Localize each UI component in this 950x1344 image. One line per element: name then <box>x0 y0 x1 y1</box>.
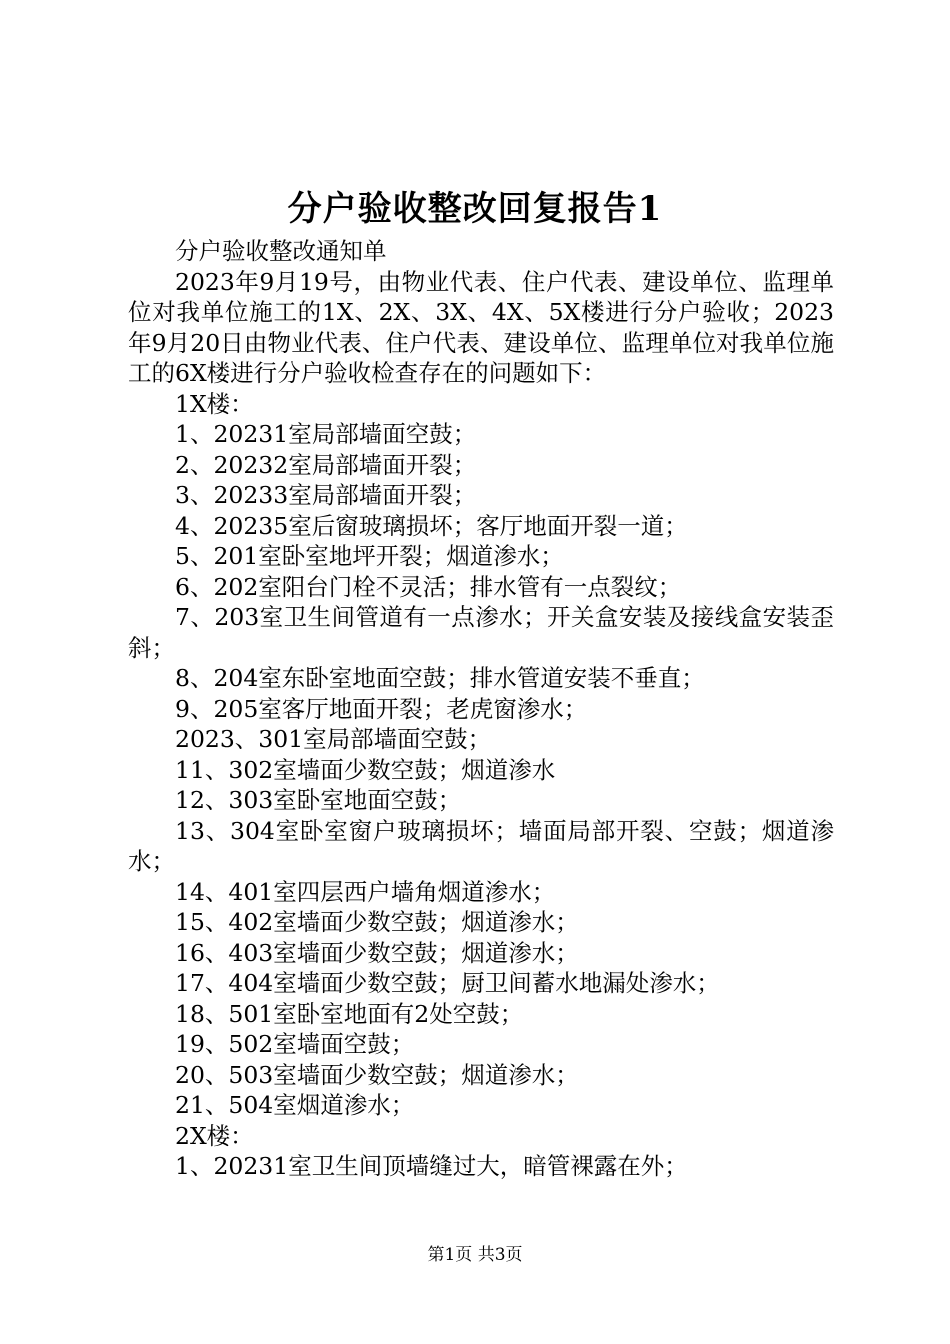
paragraph: 12、303室卧室地面空鼓； <box>175 786 462 814</box>
paragraph: 20、503室墙面少数空鼓；烟道渗水； <box>175 1060 579 1089</box>
paragraph: 8、204室东卧室地面空鼓；排水管道安装不垂直； <box>175 664 705 692</box>
paragraph: 13、304室卧室窗户玻璃损坏；墙面局部开裂、空鼓；烟道渗水； <box>128 816 834 875</box>
page-number-footer: 第1页 共3页 <box>427 1245 523 1265</box>
paragraph: 2、20232室局部墙面开裂； <box>175 450 477 479</box>
paragraph: 2X楼： <box>175 1121 254 1150</box>
paragraph: 1、20231室卫生间顶墙缝过大，暗管裸露在外； <box>175 1152 688 1180</box>
paragraph: 9、205室客厅地面开裂；老虎窗渗水； <box>175 694 588 723</box>
paragraph: 16、403室墙面少数空鼓；烟道渗水； <box>175 938 579 967</box>
paragraph: 18、501室卧室地面有2处空鼓； <box>175 999 524 1028</box>
paragraph: 6、202室阳台门栓不灵活；排水管有一点裂纹； <box>175 572 682 601</box>
paragraph: 17、404室墙面少数空鼓；厨卫间蓄水地漏处渗水； <box>175 969 720 997</box>
paragraph: 11、302室墙面少数空鼓；烟道渗水 <box>175 755 556 784</box>
paragraph: 4、20235室后窗玻璃损坏；客厅地面开裂一道； <box>175 511 688 540</box>
paragraph: 15、402室墙面少数空鼓；烟道渗水； <box>175 908 579 936</box>
paragraph: 1X楼： <box>175 389 254 418</box>
paragraph: 7、203室卫生间管道有一点渗水；开关盒安装及接线盒安装歪斜； <box>128 603 834 662</box>
paragraph: 2023年9月19号，由物业代表、住户代表、建设单位、监理单位对我单位施工的1X、2X、3X、4X、5X楼进行分户验收；2023年9月20日由物业代表、住户代表、建设单位、监理单位对我单位施工的6X楼进行分户验收检查存在的问题如下： <box>128 267 834 387</box>
paragraph: 21、504室烟道渗水； <box>175 1091 415 1119</box>
document-body <box>128 236 834 1182</box>
paragraph: 2023、301室局部墙面空鼓； <box>175 725 492 753</box>
paragraph: 1、20231室局部墙面空鼓； <box>175 420 477 448</box>
document-title: 分户验收整改回复报告1 <box>287 189 663 229</box>
paragraph: 14、401室四层西户墙角烟道渗水； <box>175 877 556 906</box>
paragraph: 19、502室墙面空鼓； <box>175 1030 415 1058</box>
paragraph: 分户验收整改通知单 <box>175 237 387 265</box>
paragraph: 5、201室卧室地坪开裂；烟道渗水； <box>175 542 564 570</box>
paragraph: 3、20233室局部墙面开裂； <box>175 481 477 509</box>
